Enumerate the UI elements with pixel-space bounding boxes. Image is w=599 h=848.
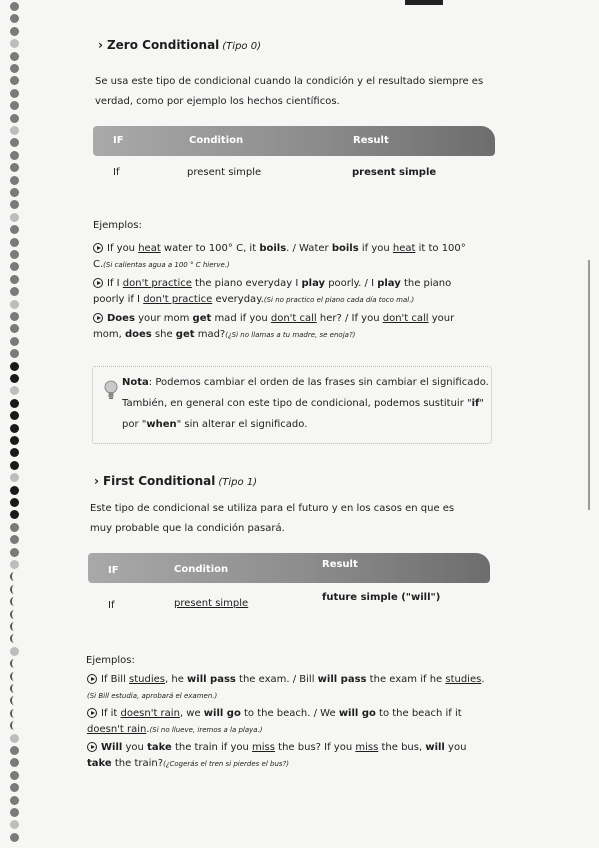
header-condition: Condition xyxy=(174,564,229,575)
zero-conditional-title xyxy=(98,38,261,52)
spine-hole xyxy=(10,300,19,309)
spine-hole xyxy=(10,436,19,445)
play-circle-icon xyxy=(87,708,97,718)
header-result: Result xyxy=(322,559,358,570)
spine-hole xyxy=(10,523,19,532)
zero-note: Nota: Podemos cambiar el orden de las frases sin cambiar el significado. También, en general con este tipo de condicional, podemos sustituir "if" por "when" sin alterar el significado. xyxy=(122,377,489,430)
header-if: IF xyxy=(108,565,119,576)
title-text: First Conditional xyxy=(102,474,216,488)
note-label: Nota xyxy=(122,377,149,388)
spine-hole xyxy=(10,27,19,36)
play-circle-icon xyxy=(93,243,103,253)
spine-hole xyxy=(10,126,19,135)
spine-hole xyxy=(10,176,19,185)
spine-hole xyxy=(10,696,18,705)
zero-example-2: If I don't practice the piano everyday I play poorly. / I play the piano poorly if I don't practice everyday.(Si no practico el piano cada día toco mal.) xyxy=(93,278,452,305)
play-circle-icon xyxy=(87,742,97,752)
spine-hole xyxy=(10,64,19,73)
spine-hole xyxy=(10,833,19,842)
spine-hole xyxy=(10,746,19,755)
spine-hole xyxy=(10,411,19,420)
spine-hole xyxy=(10,721,18,730)
first-example-2: If it doesn't rain, we will go to the beach. / We will go to the beach if it doesn't rain.(Si no llueve, iremos a la playa.) xyxy=(87,708,462,735)
spine-hole xyxy=(10,597,18,606)
zero-example-3: Does your mom get mad if you don't call her? / If you don't call your mom, does she get mad?(¿Si no llamas a tu madre, se enoja?) xyxy=(93,313,455,340)
spine-hole xyxy=(10,138,19,147)
spine-hole xyxy=(10,2,19,11)
play-circle-icon xyxy=(93,313,103,323)
lightbulb-icon xyxy=(104,380,118,400)
spine-hole xyxy=(10,262,19,271)
first-cell-result: future simple ("will") xyxy=(322,592,441,603)
spine-hole xyxy=(10,386,19,395)
spine-hole xyxy=(10,374,19,383)
first-intro: Este tipo de condicional se utiliza para el futuro y en los casos en que es muy probable que la condición pasará. xyxy=(90,503,455,534)
spine-hole xyxy=(10,250,19,259)
first-example-3: Will you take the train if you miss the bus? If you miss the bus, will you take the train?(¿Cogerás el tren si pierdes el bus?) xyxy=(87,742,467,769)
spine-hole xyxy=(10,424,19,433)
spine-hole xyxy=(10,312,19,321)
tipo-label: (Tipo 1) xyxy=(218,477,258,488)
spine-hole xyxy=(10,238,19,247)
spine-hole xyxy=(10,89,19,98)
spine-hole xyxy=(10,275,19,284)
spine-hole xyxy=(10,758,19,767)
spine-hole xyxy=(10,510,19,519)
spine-hole xyxy=(10,709,18,718)
spine-hole xyxy=(10,585,18,594)
spine-hole xyxy=(10,820,19,829)
tipo-label: (Tipo 0) xyxy=(222,41,261,52)
spine-hole xyxy=(10,324,19,333)
zero-example-1: If you heat water to 100° C, it boils. / Water boils if you heat it to 100° C.(Si calientas agua a 100 ° C hierve.) xyxy=(93,243,466,270)
first-example-1: If Bill studies, he will pass the exam. / Bill will pass the exam if he studies. (Si Bill estudia, aprobará el examen.) xyxy=(87,674,485,700)
spine-hole xyxy=(10,14,19,23)
spine-hole xyxy=(10,535,19,544)
chevron-right-icon: › xyxy=(94,474,99,488)
zero-cell-result: present simple xyxy=(352,167,437,178)
spine-hole xyxy=(10,796,19,805)
spine-hole xyxy=(10,498,19,507)
spine-hole xyxy=(10,771,19,780)
zero-intro: Se usa este tipo de condicional cuando la condición y el resultado siempre es verdad, como por ejemplo los hechos científicos. xyxy=(95,76,484,107)
spine-hole xyxy=(10,101,19,110)
spine-hole xyxy=(10,114,19,123)
zero-cell-condition: present simple xyxy=(187,167,262,178)
spine-hole xyxy=(10,287,19,296)
spine-hole xyxy=(10,548,19,557)
spine-hole xyxy=(10,622,18,631)
spine-hole xyxy=(10,151,19,160)
spine-hole xyxy=(10,163,19,172)
spine-hole xyxy=(10,572,18,581)
first-cell-condition: present simple xyxy=(174,598,249,609)
spine-hole xyxy=(10,473,19,482)
spine-hole xyxy=(10,337,19,346)
first-table-header xyxy=(88,553,490,583)
spine-hole xyxy=(10,461,19,470)
spine-hole xyxy=(10,188,19,197)
spine-hole xyxy=(10,349,19,358)
zero-table-header xyxy=(93,126,495,156)
header-if: IF xyxy=(113,135,124,146)
zero-cell-if: If xyxy=(113,167,120,178)
spine-hole xyxy=(10,734,19,743)
first-conditional-title xyxy=(94,474,257,488)
spine-hole xyxy=(10,399,19,408)
spine-hole xyxy=(10,610,18,619)
header-condition: Condition xyxy=(189,135,244,146)
top-edge-mark xyxy=(405,0,443,5)
spine-hole xyxy=(10,672,18,681)
spine-hole xyxy=(10,684,18,693)
spine-hole xyxy=(10,486,19,495)
first-cell-if: If xyxy=(108,600,115,611)
play-circle-icon xyxy=(87,674,97,684)
page-edge-line xyxy=(588,260,590,510)
play-circle-icon xyxy=(93,278,103,288)
spine-hole xyxy=(10,560,19,569)
spine-hole xyxy=(10,39,19,48)
title-text: Zero Conditional xyxy=(106,38,220,52)
spine-hole xyxy=(10,200,19,209)
spine-hole xyxy=(10,783,19,792)
notebook-spine xyxy=(0,0,26,848)
spine-hole xyxy=(10,448,19,457)
spine-hole xyxy=(10,659,18,668)
spine-hole xyxy=(10,225,19,234)
header-result: Result xyxy=(353,135,389,146)
first-examples-label: Ejemplos: xyxy=(86,655,135,666)
chevron-right-icon: › xyxy=(98,38,103,52)
spine-hole xyxy=(10,362,19,371)
spine-hole xyxy=(10,52,19,61)
spine-hole xyxy=(10,647,19,656)
spine-hole xyxy=(10,76,19,85)
spine-hole xyxy=(10,634,18,643)
spine-hole xyxy=(10,808,19,817)
zero-examples-label: Ejemplos: xyxy=(93,220,142,231)
spine-hole xyxy=(10,213,19,222)
